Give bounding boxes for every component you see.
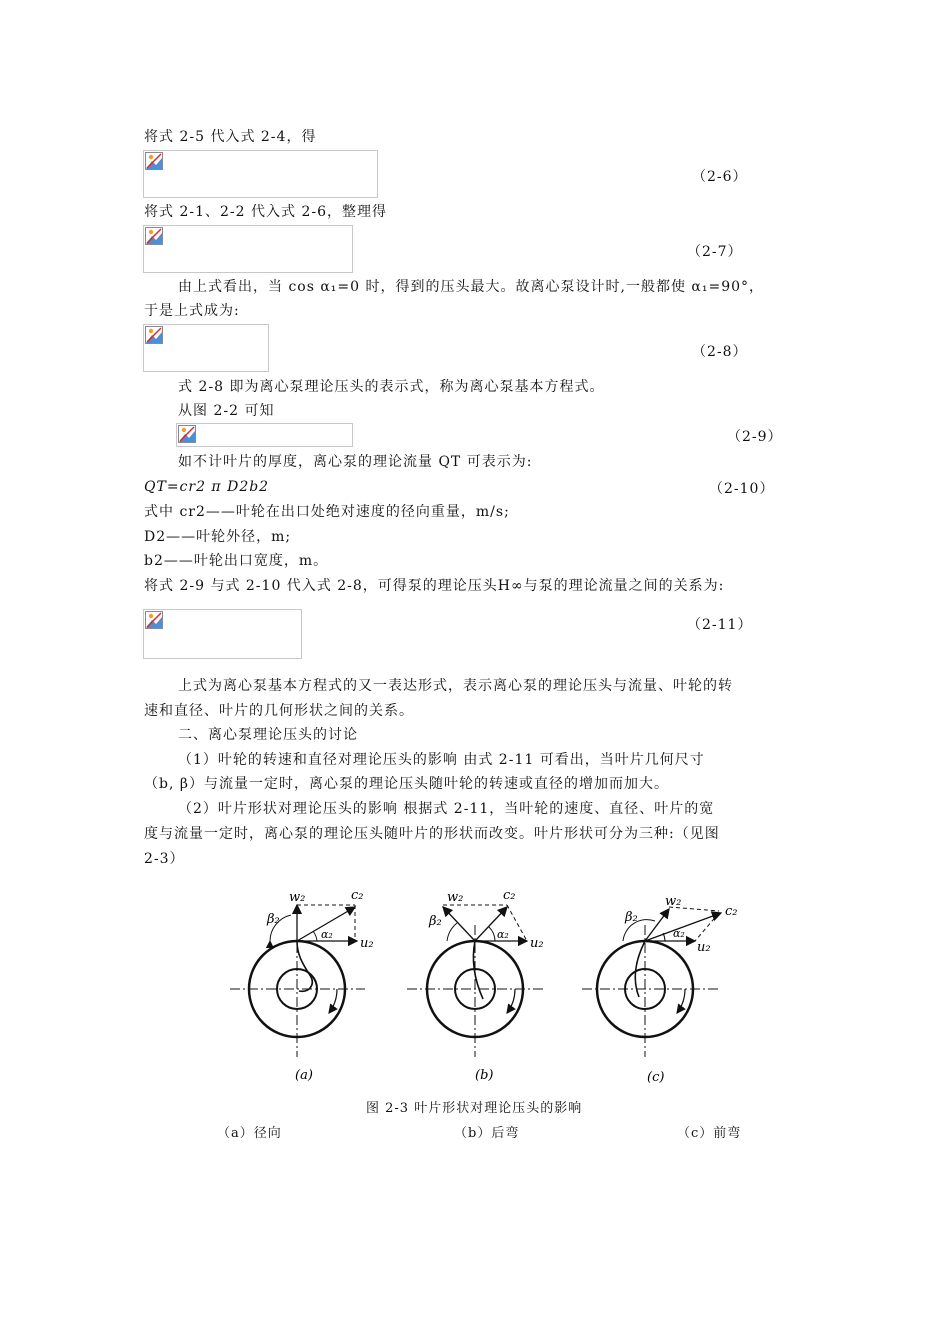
text-line: D2——叶轮外径，m; bbox=[144, 529, 292, 545]
text-line: 将式 2-1、2-2 代入式 2-6，整理得 bbox=[144, 204, 387, 220]
text-line: 于是上式成为: bbox=[144, 303, 240, 319]
equation-number: （2-10） bbox=[709, 481, 775, 497]
text-line: 式中 cr2——叶轮在出口处绝对速度的径向重量，m/s; bbox=[144, 504, 510, 520]
figure-caption: 图 2-3 叶片形状对理论压头的影响 bbox=[366, 1101, 583, 1116]
text-line: 度与流量一定时，离心泵的理论压头随叶片的形状而改变。叶片形状可分为三种:（见图 bbox=[144, 826, 720, 842]
panel-b bbox=[407, 888, 544, 1083]
panel-a bbox=[230, 888, 374, 1083]
equation-number: （2-6） bbox=[692, 169, 748, 185]
text-line: （b, β）与流量一定时，离心泵的理论压头随叶轮的转速或直径的增加而加大。 bbox=[144, 776, 669, 792]
label-c2: c₂ bbox=[725, 904, 738, 919]
broken-image-icon bbox=[145, 227, 163, 245]
text-line: （1）叶轮的转速和直径对理论压头的影响 由式 2-11 可看出，当叶片几何尺寸 bbox=[178, 752, 705, 768]
equation-number: （2-11） bbox=[687, 617, 753, 633]
text-line: 式 2-8 即为离心泵理论压头的表示式，称为离心泵基本方程式。 bbox=[178, 379, 605, 395]
text-line: 由上式看出，当 cos α₁=0 时，得到的压头最大。故离心泵设计时,一般都使 α₁=90°， bbox=[178, 279, 765, 295]
text-line: 上式为离心泵基本方程式的又一表达形式，表示离心泵的理论压头与流量、叶轮的转 bbox=[178, 678, 733, 694]
label-beta2: β₂ bbox=[625, 910, 638, 925]
text-line: 从图 2-2 可知 bbox=[178, 403, 275, 419]
text-line: b2——叶轮出口宽度，m。 bbox=[144, 553, 329, 569]
equation-number: （2-9） bbox=[727, 429, 783, 445]
equation-image-2-7 bbox=[143, 225, 353, 273]
label-alpha2: α₂ bbox=[497, 928, 509, 941]
equation-number: （2-8） bbox=[692, 344, 748, 360]
label-alpha2: α₂ bbox=[321, 928, 333, 941]
panel-label-a: (a) bbox=[295, 1068, 313, 1083]
text-line: 二、离心泵理论压头的讨论 bbox=[178, 727, 358, 743]
label-c2: c₂ bbox=[351, 888, 364, 903]
broken-image-icon bbox=[145, 152, 163, 170]
figure-2-3 bbox=[225, 885, 765, 1095]
text-line: 将式 2-5 代入式 2-4，得 bbox=[144, 129, 317, 145]
figure-subcaption-c: （c）前弯 bbox=[677, 1126, 742, 1141]
label-w2: w₂ bbox=[665, 894, 682, 909]
text-line: 2-3） bbox=[144, 851, 185, 867]
broken-image-icon bbox=[145, 326, 163, 344]
label-w2: w₂ bbox=[289, 890, 306, 905]
label-beta2: β₂ bbox=[429, 914, 442, 929]
broken-image-icon bbox=[178, 425, 196, 443]
figure-subcaption-a: （a）径向 bbox=[217, 1126, 282, 1141]
equation-image-2-11 bbox=[143, 609, 302, 659]
equation-image-2-8 bbox=[143, 324, 269, 372]
label-c2: c₂ bbox=[503, 888, 516, 903]
text-line: 将式 2-9 与式 2-10 代入式 2-8，可得泵的理论压头H∞与泵的理论流量之间的关系为: bbox=[144, 578, 725, 594]
broken-image-icon bbox=[145, 611, 163, 629]
label-u2: u₂ bbox=[360, 936, 374, 951]
figure-subcaption-b: （b）后弯 bbox=[454, 1126, 520, 1141]
label-w2: w₂ bbox=[447, 890, 464, 905]
text-line: 如不计叶片的厚度，离心泵的理论流量 QT 可表示为: bbox=[178, 454, 533, 470]
impeller-blade-diagram bbox=[225, 885, 765, 1095]
label-u2: u₂ bbox=[697, 940, 711, 955]
text-line: （2）叶片形状对理论压头的影响 根据式 2-11，当叶轮的速度、直径、叶片的宽 bbox=[178, 801, 715, 817]
label-beta2: β₂ bbox=[267, 912, 280, 927]
label-alpha2: α₂ bbox=[673, 927, 685, 940]
equation-number: （2-7） bbox=[687, 244, 743, 260]
label-u2: u₂ bbox=[530, 936, 544, 951]
formula-line: QT=cr2 π D2b2 bbox=[144, 479, 270, 495]
panel-label-b: (b) bbox=[475, 1068, 494, 1083]
text-line: 速和直径、叶片的几何形状之间的关系。 bbox=[144, 703, 414, 719]
panel-c bbox=[582, 894, 738, 1085]
equation-image-2-9 bbox=[176, 423, 353, 447]
equation-image-2-6 bbox=[143, 150, 378, 198]
panel-label-c: (c) bbox=[647, 1070, 665, 1085]
